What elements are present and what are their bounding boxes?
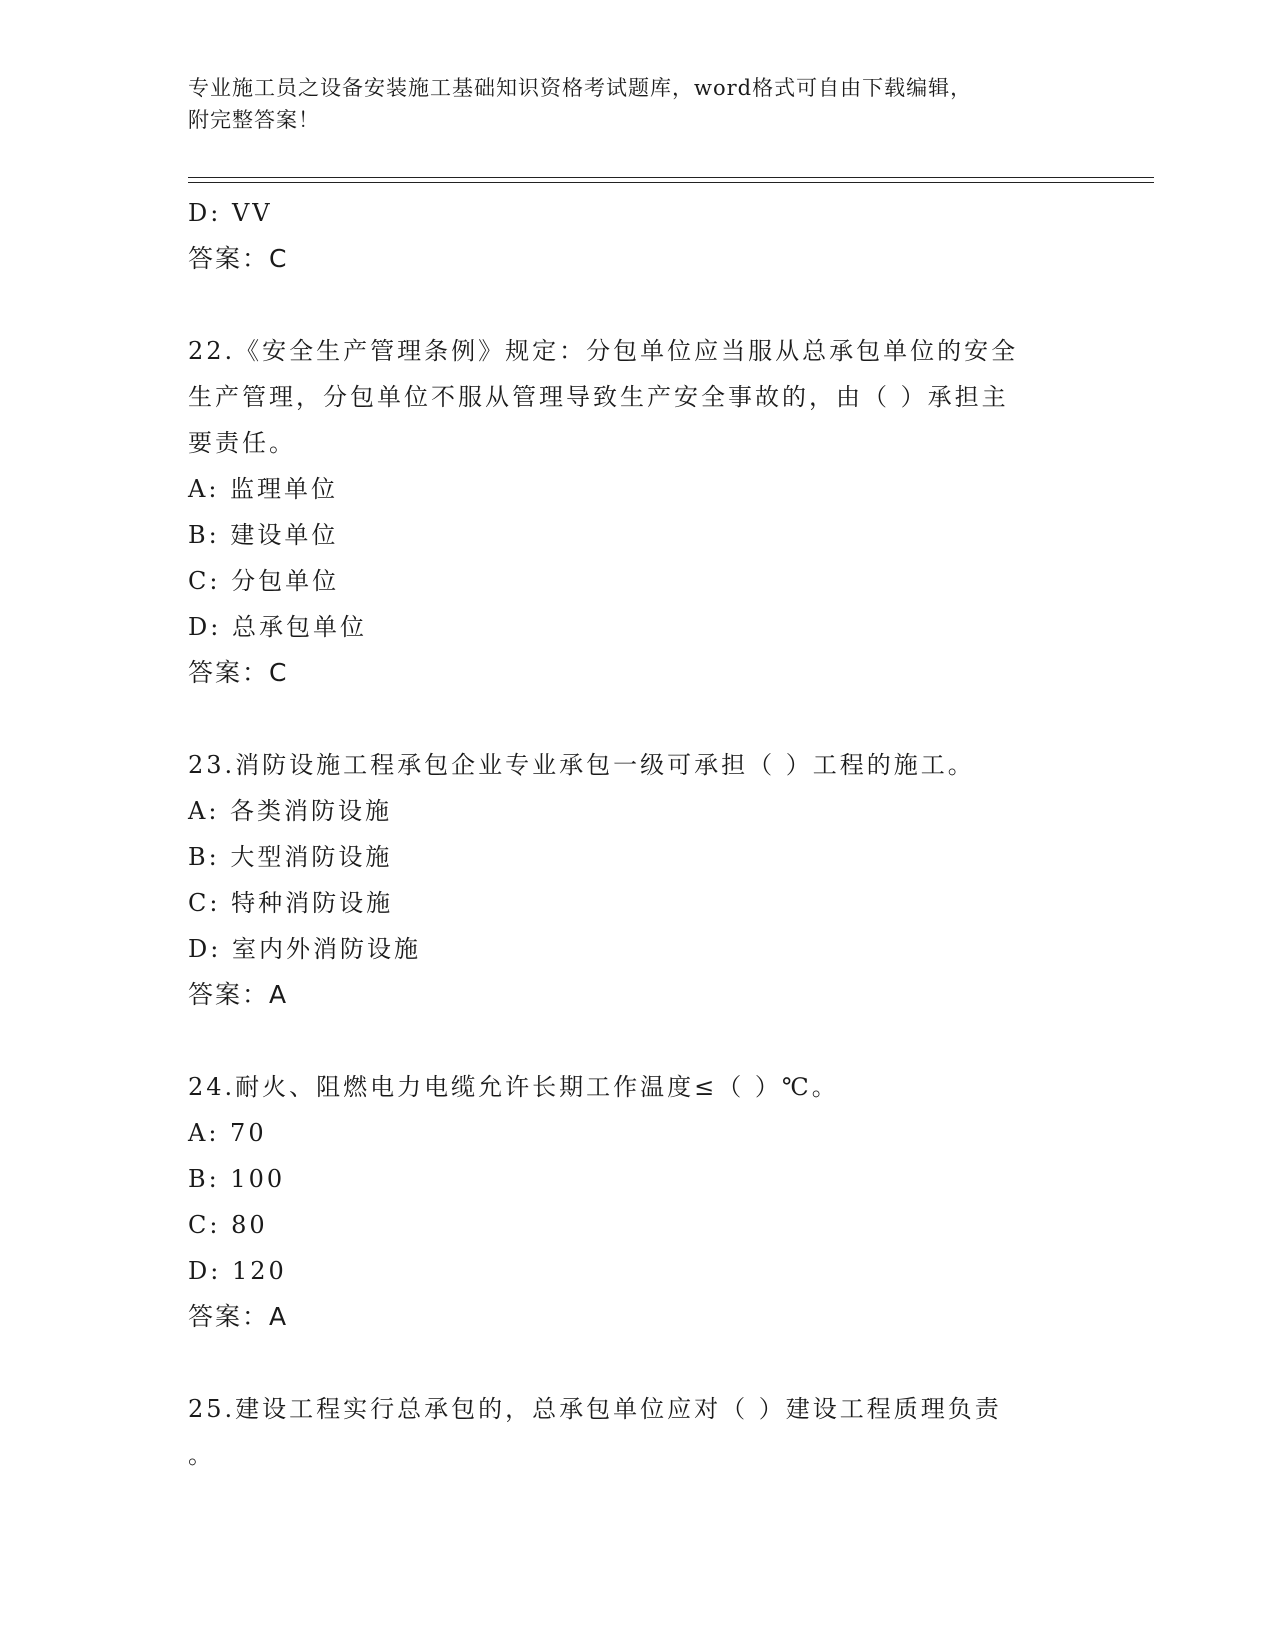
option-c: C: 特种消防设施 xyxy=(188,889,394,917)
question-23 xyxy=(188,742,1088,1018)
option-a: A: 70 xyxy=(188,1119,267,1147)
option-a: A: 监理单位 xyxy=(188,475,339,503)
header-divider-bottom xyxy=(188,182,1154,183)
question-stem xyxy=(188,1386,1068,1478)
question-stem-line: 。 xyxy=(188,1441,215,1469)
question-stem-line: 要责任。 xyxy=(188,429,296,457)
answer: 答案：C xyxy=(188,658,289,687)
option-d: D: 总承包单位 xyxy=(188,613,367,641)
question-25 xyxy=(188,1386,1088,1478)
option-b: B: 100 xyxy=(188,1165,286,1193)
question-21-tail xyxy=(188,190,1088,282)
header-line-2: 附完整答案！ xyxy=(188,108,320,132)
question-22 xyxy=(188,328,1088,696)
answer: 答案：A xyxy=(188,1302,289,1331)
option-a: A: 各类消防设施 xyxy=(188,797,393,825)
answer: 答案：A xyxy=(188,980,289,1009)
question-stem xyxy=(188,328,1068,466)
question-stem-line: 25.建设工程实行总承包的，总承包单位应对（ ）建设工程质理负责 xyxy=(188,1395,1002,1423)
question-stem-line: 生产管理，分包单位不服从管理导致生产安全事故的，由（ ）承担主 xyxy=(188,383,1009,411)
option-c: C: 分包单位 xyxy=(188,567,340,595)
option-d: D: VV xyxy=(188,199,273,227)
question-list xyxy=(188,190,1088,1478)
document-header xyxy=(188,72,1088,136)
question-24 xyxy=(188,1064,1088,1340)
question-stem xyxy=(188,1064,1068,1110)
option-b: B: 大型消防设施 xyxy=(188,843,393,871)
header-divider-top xyxy=(188,177,1154,178)
option-d: D: 室内外消防设施 xyxy=(188,935,421,963)
option-b: B: 建设单位 xyxy=(188,521,339,549)
header-line-1: 专业施工员之设备安装施工基础知识资格考试题库，word格式可自由下载编辑， xyxy=(188,76,973,100)
question-stem xyxy=(188,742,1068,788)
question-stem-line: 22.《安全生产管理条例》规定：分包单位应当服从总承包单位的安全 xyxy=(188,337,1019,365)
question-stem-line: 23.消防设施工程承包企业专业承包一级可承担（ ）工程的施工。 xyxy=(188,751,975,779)
option-c: C: 80 xyxy=(188,1211,268,1239)
question-stem-line: 24.耐火、阻燃电力电缆允许长期工作温度≤（ ）℃。 xyxy=(188,1073,839,1101)
answer: 答案：C xyxy=(188,244,289,273)
option-d: D: 120 xyxy=(188,1257,287,1285)
